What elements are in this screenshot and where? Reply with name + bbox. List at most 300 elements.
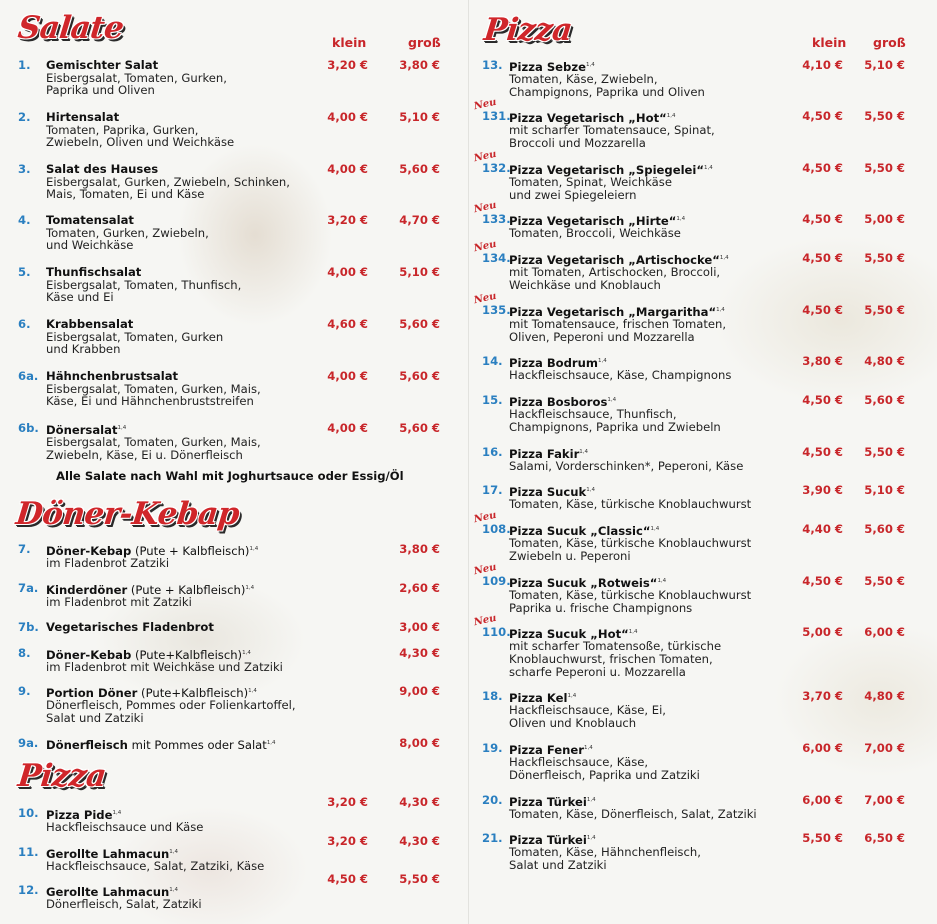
item-number: 7b. <box>18 620 39 634</box>
item-name: Pizza Türkei <box>509 794 587 809</box>
allergen-code: 1,4 <box>607 397 617 403</box>
item-title-line <box>509 742 789 756</box>
item-body <box>509 523 789 563</box>
item-price-klein: 4,00 € <box>327 369 368 383</box>
item-name: Krabbensalat <box>46 317 134 331</box>
item-body <box>46 737 346 751</box>
item-name: Thunfischsalat <box>46 265 142 279</box>
item-title-line <box>46 543 346 557</box>
allergen-code: 1,4 <box>719 255 729 261</box>
item-name: Pizza Vegetarisch „Hirte“ <box>509 213 677 228</box>
item-name: Pizza Sucuk „Classic“ <box>509 523 651 538</box>
item-description: Tomaten, Käse, Hähnchenfleisch, <box>509 845 701 860</box>
item-title-line <box>46 685 346 699</box>
item-description: Salami, Vorderschinken*, Peperoni, Käse <box>509 459 744 474</box>
neu-badge: Neu <box>472 199 498 216</box>
item-description: Tomaten, Paprika, Gurken, <box>46 122 199 137</box>
item-body <box>46 543 346 570</box>
item-body <box>509 446 789 473</box>
item-title-line <box>509 626 789 640</box>
item-title-line <box>509 59 789 73</box>
item-price-klein: 4,50 € <box>327 872 368 886</box>
item-body <box>509 484 789 511</box>
item-price-klein: 4,50 € <box>802 574 843 588</box>
neu-badge: Neu <box>472 96 498 113</box>
item-price: 3,80 € <box>399 542 440 556</box>
item-number: 10. <box>18 806 39 820</box>
neu-badge: Neu <box>472 561 498 578</box>
item-price-gross: 5,50 € <box>399 872 440 886</box>
allergen-code: 1,4 <box>567 693 577 699</box>
item-title-line <box>46 647 346 661</box>
item-price-gross: 5,50 € <box>864 109 905 123</box>
item-number: 20. <box>482 793 503 807</box>
item-price-gross: 4,30 € <box>399 795 440 809</box>
salate-header-klein: klein <box>332 35 367 50</box>
item-name: Pizza Vegetarisch „Artischocke“ <box>509 252 720 267</box>
item-description: Zwiebeln u. Peperoni <box>509 549 631 564</box>
item-price-gross: 7,00 € <box>864 741 905 755</box>
allergen-code: 1,4 <box>666 113 676 119</box>
allergen-code: 1,4 <box>242 650 251 656</box>
item-description: Broccoli und Mozzarella <box>509 136 646 151</box>
item-name: Gemischter Salat <box>46 58 159 72</box>
item-title-line <box>46 163 346 176</box>
item-number: 6b. <box>18 421 39 435</box>
allergen-code: 1,4 <box>628 629 638 635</box>
item-number: 135. <box>482 303 511 317</box>
item-body <box>46 318 346 356</box>
item-title-line <box>46 214 346 227</box>
item-title-line <box>46 737 346 751</box>
allergen-code: 1,4 <box>169 887 178 893</box>
doener-title: Döner-Kebap <box>14 496 241 532</box>
item-description: Hackfleischsauce, Thunfisch, <box>509 407 677 422</box>
item-body <box>46 422 346 462</box>
item-number: 6a. <box>18 369 39 383</box>
item-description: Tomaten, Gurken, Zwiebeln, <box>46 225 209 240</box>
item-description: Hackfleischsauce, Käse, <box>509 755 649 770</box>
item-number: 7. <box>18 542 31 556</box>
item-price-klein: 4,00 € <box>327 265 368 279</box>
item-number: 4. <box>18 213 31 227</box>
item-title-line <box>46 370 346 383</box>
item-price-klein: 3,20 € <box>327 795 368 809</box>
item-description: Tomaten, Käse, türkische Knoblauchwurst <box>509 588 752 603</box>
item-price-klein: 5,00 € <box>802 625 843 639</box>
item-description: Hackfleischsauce, Salat, Zatziki, Käse <box>46 859 265 874</box>
item-description: Eisbergsalat, Tomaten, Thunfisch, <box>46 277 242 292</box>
allergen-code: 1,4 <box>117 425 127 431</box>
item-price-klein: 4,50 € <box>802 251 843 265</box>
item-price-gross: 5,60 € <box>864 522 905 536</box>
pizza-header-klein: klein <box>812 35 847 50</box>
item-body <box>509 394 789 434</box>
item-number: 110. <box>482 625 511 639</box>
item-price-gross: 5,60 € <box>399 369 440 383</box>
item-name: Pizza Sucuk „Rotweis“ <box>509 575 658 590</box>
item-description: mit scharfer Tomatensauce, Spinat, <box>509 123 715 138</box>
allergen-code: 1,4 <box>583 745 593 751</box>
item-title-line <box>509 575 789 589</box>
item-price-klein: 6,00 € <box>802 741 843 755</box>
item-body <box>509 59 789 99</box>
neu-badge: Neu <box>472 148 498 165</box>
item-title-line <box>509 355 789 369</box>
item-number: 9a. <box>18 736 39 750</box>
allergen-code: 1,4 <box>586 797 596 803</box>
item-price-klein: 4,50 € <box>802 109 843 123</box>
item-addition: (Pute+Kalbfleisch) <box>137 685 249 700</box>
item-price: 3,00 € <box>399 620 440 634</box>
salate-header-gross: groß <box>408 35 441 50</box>
column-divider <box>468 0 469 924</box>
item-body <box>509 832 789 872</box>
item-description: und Weichkäse <box>46 238 134 253</box>
item-number: 16. <box>482 445 503 459</box>
allergen-code: 1,4 <box>579 449 589 455</box>
item-price-gross: 3,80 € <box>399 58 440 72</box>
item-name: Tomatensalat <box>46 213 134 227</box>
item-price-gross: 5,50 € <box>864 251 905 265</box>
item-name: Dönerfleisch <box>46 737 128 752</box>
item-price-klein: 5,50 € <box>802 831 843 845</box>
item-description: Eisbergsalat, Gurken, Zwiebeln, Schinken, <box>46 174 290 189</box>
item-number: 17. <box>482 483 503 497</box>
neu-badge: Neu <box>472 509 498 526</box>
item-number: 7a. <box>18 581 39 595</box>
neu-badge: Neu <box>472 238 498 255</box>
item-body <box>509 355 789 382</box>
item-body <box>46 266 346 304</box>
item-price-klein: 4,00 € <box>327 421 368 435</box>
item-description: Hackfleischsauce und Käse <box>46 820 204 835</box>
item-price-gross: 6,50 € <box>864 831 905 845</box>
item-number: 131. <box>482 109 511 123</box>
item-price-gross: 5,10 € <box>864 58 905 72</box>
allergen-code: 1,4 <box>266 740 276 746</box>
salate-title: Salate <box>16 10 126 46</box>
allergen-code: 1,4 <box>650 526 660 532</box>
item-title-line <box>509 446 789 460</box>
item-price-gross: 4,70 € <box>399 213 440 227</box>
item-number: 2. <box>18 110 31 124</box>
allergen-code: 1,4 <box>249 546 259 552</box>
item-body <box>509 690 789 730</box>
item-number: 15. <box>482 393 503 407</box>
item-description: Eisbergsalat, Tomaten, Gurken, Mais, <box>46 435 261 450</box>
item-body <box>46 846 326 873</box>
item-body <box>46 582 346 609</box>
allergen-code: 1,4 <box>657 578 667 584</box>
item-title-line <box>509 484 789 498</box>
item-price-gross: 5,10 € <box>399 110 440 124</box>
salate-note: Alle Salate nach Wahl mit Joghurtsauce oder Essig/Öl <box>56 469 404 483</box>
item-number: 8. <box>18 646 31 660</box>
item-price-klein: 4,50 € <box>802 445 843 459</box>
item-price-gross: 5,50 € <box>864 445 905 459</box>
item-description: Salat und Zatziki <box>509 858 607 873</box>
item-price-gross: 5,00 € <box>864 212 905 226</box>
item-body <box>46 163 346 201</box>
neu-badge: Neu <box>472 290 498 307</box>
item-description: Hackfleischsauce, Käse, Champignons <box>509 368 732 383</box>
item-description: Tomaten, Käse, Zwiebeln, <box>509 72 658 87</box>
item-name: Pizza Kel <box>509 690 568 705</box>
allergen-code: 1,4 <box>704 165 713 171</box>
item-price-klein: 4,50 € <box>802 303 843 317</box>
allergen-code: 1,4 <box>585 62 595 68</box>
item-price-klein: 4,00 € <box>327 162 368 176</box>
item-description: Salat und Zatziki <box>46 711 144 726</box>
item-description: Dönerfleisch, Salat, Zatziki <box>46 897 202 912</box>
item-description: Zwiebeln, Käse, Ei u. Dönerfleisch <box>46 448 243 463</box>
item-number: 19. <box>482 741 503 755</box>
item-price-klein: 4,00 € <box>327 110 368 124</box>
item-description: mit Tomaten, Artischocken, Broccoli, <box>509 265 721 280</box>
item-price: 9,00 € <box>399 684 440 698</box>
item-title-line <box>509 690 789 704</box>
item-title-line <box>46 846 326 860</box>
item-price-gross: 5,60 € <box>399 162 440 176</box>
item-body <box>509 162 789 202</box>
item-name: Pizza Vegetarisch „Hot“ <box>509 110 667 125</box>
pizza-left-title: Pizza <box>16 758 108 794</box>
item-body <box>509 110 789 150</box>
item-title-line <box>46 582 346 596</box>
item-number: 1. <box>18 58 31 72</box>
item-body <box>46 621 346 634</box>
item-title-line <box>509 162 789 176</box>
item-name: Pizza Bosboros <box>509 394 608 409</box>
item-number: 134. <box>482 251 511 265</box>
item-body <box>46 647 346 674</box>
item-description: und zwei Spiegeleiern <box>509 188 637 203</box>
item-price-gross: 5,60 € <box>864 393 905 407</box>
pizza-header-gross: groß <box>873 35 906 50</box>
item-name: Pizza Vegetarisch „Spiegelei“ <box>509 162 705 177</box>
item-description: Knoblauchwurst, frischen Tomaten, <box>509 652 713 667</box>
allergen-code: 1,4 <box>112 810 122 816</box>
item-title-line <box>46 59 346 72</box>
item-name: Pizza Türkei <box>509 832 587 847</box>
pizza-title: Pizza <box>482 12 574 48</box>
item-price-klein: 3,90 € <box>802 483 843 497</box>
item-body <box>46 111 346 149</box>
item-description: Tomaten, Käse, Dönerfleisch, Salat, Zatziki <box>509 807 757 822</box>
neu-badge: Neu <box>472 612 498 629</box>
allergen-code: 1,4 <box>245 585 255 591</box>
item-price-klein: 4,40 € <box>802 522 843 536</box>
item-title-line <box>46 111 346 124</box>
item-number: 132. <box>482 161 511 175</box>
item-description: Eisbergsalat, Tomaten, Gurken <box>46 329 224 344</box>
item-description: im Fladenbrot mit Zatziki <box>46 595 192 610</box>
item-description: Tomaten, Käse, türkische Knoblauchwurst <box>509 536 752 551</box>
item-title-line <box>46 807 326 821</box>
item-body <box>46 807 326 834</box>
item-description: Tomaten, Broccoli, Weichkäse <box>509 226 681 241</box>
item-price-klein: 3,70 € <box>802 689 843 703</box>
item-description: Hackfleischsauce, Käse, Ei, <box>509 703 666 718</box>
item-body <box>509 794 789 821</box>
item-name: Pizza Fener <box>509 742 584 757</box>
item-body <box>509 742 789 782</box>
item-description: Käse und Ei <box>46 290 114 305</box>
item-name: Gerollte Lahmacun <box>46 846 170 861</box>
item-description: Oliven, Peperoni und Mozzarella <box>509 330 695 345</box>
item-body <box>46 59 346 97</box>
item-number: 5. <box>18 265 31 279</box>
item-price-gross: 5,50 € <box>864 303 905 317</box>
allergen-code: 1,4 <box>676 216 686 222</box>
item-number: 11. <box>18 845 39 859</box>
item-addition: (Pute + Kalbfleisch) <box>127 582 246 597</box>
item-price-gross: 4,80 € <box>864 354 905 368</box>
allergen-code: 1,4 <box>169 849 178 855</box>
item-number: 108. <box>482 522 511 536</box>
allergen-code: 1,4 <box>248 688 257 694</box>
item-description: Paprika u. frische Champignons <box>509 601 693 616</box>
item-price-gross: 4,80 € <box>864 689 905 703</box>
item-title-line <box>509 304 789 318</box>
item-price-gross: 5,10 € <box>864 483 905 497</box>
item-body <box>509 252 789 292</box>
item-addition: (Pute + Kalbfleisch) <box>131 543 250 558</box>
item-description: im Fladenbrot mit Weichkäse und Zatziki <box>46 660 283 675</box>
item-body <box>46 884 326 911</box>
item-title-line <box>509 252 789 266</box>
item-body <box>509 213 789 240</box>
item-number: 21. <box>482 831 503 845</box>
item-description: Dönerfleisch, Pommes oder Folienkartoffel, <box>46 698 296 713</box>
item-name: Vegetarisches Fladenbrot <box>46 620 214 634</box>
item-name: Pizza Vegetarisch „Margaritha“ <box>509 304 717 319</box>
allergen-code: 1,4 <box>716 307 725 313</box>
item-description: mit Tomatensauce, frischen Tomaten, <box>509 317 727 332</box>
item-title-line <box>509 832 789 846</box>
item-name: Hähnchenbrustsalat <box>46 369 179 383</box>
item-name: Pizza Sucuk <box>509 484 587 499</box>
item-body <box>46 214 346 252</box>
item-name: Hirtensalat <box>46 110 120 124</box>
item-price-gross: 5,10 € <box>399 265 440 279</box>
item-name: Gerollte Lahmacun <box>46 884 170 899</box>
item-title-line <box>46 266 346 279</box>
item-description: Champignons, Paprika und Oliven <box>509 85 705 100</box>
item-price-klein: 3,20 € <box>327 213 368 227</box>
item-price-klein: 3,20 € <box>327 834 368 848</box>
item-price-gross: 7,00 € <box>864 793 905 807</box>
item-name: Pizza Fakir <box>509 446 580 461</box>
item-price-klein: 4,50 € <box>802 212 843 226</box>
item-description: Eisbergsalat, Tomaten, Gurken, <box>46 70 227 85</box>
item-name: Pizza Sebze <box>509 59 586 74</box>
item-description: im Fladenbrot Zatziki <box>46 556 170 571</box>
item-title-line <box>46 621 346 634</box>
item-description: Zwiebeln, Oliven und Weichkäse <box>46 135 235 150</box>
item-body <box>509 304 789 344</box>
item-description: Käse, Ei und Hähnchenbruststreifen <box>46 394 254 409</box>
item-body <box>46 370 346 408</box>
item-title-line <box>509 213 789 227</box>
allergen-code: 1,4 <box>586 835 596 841</box>
item-description: Dönerfleisch, Paprika und Zatziki <box>509 768 700 783</box>
item-description: Oliven und Knoblauch <box>509 716 637 731</box>
item-price-gross: 5,60 € <box>399 421 440 435</box>
item-addition: mit Pommes oder Salat <box>127 737 267 752</box>
item-body <box>46 685 346 725</box>
item-title-line <box>46 884 326 898</box>
item-price-klein: 4,60 € <box>327 317 368 331</box>
item-title-line <box>46 422 346 436</box>
item-body <box>509 575 789 615</box>
item-description: Champignons, Paprika und Zwiebeln <box>509 420 721 435</box>
item-description: Eisbergsalat, Tomaten, Gurken, Mais, <box>46 381 261 396</box>
item-title-line <box>46 318 346 331</box>
item-name: Kinderdöner <box>46 582 128 597</box>
item-name: Döner-Kebap <box>46 543 132 558</box>
item-description: mit scharfer Tomatensoße, türkische <box>509 639 722 654</box>
item-number: 12. <box>18 883 39 897</box>
item-price-gross: 4,30 € <box>399 834 440 848</box>
item-number: 3. <box>18 162 31 176</box>
item-body <box>509 626 789 678</box>
item-price-gross: 5,50 € <box>864 161 905 175</box>
item-description: und Krabben <box>46 342 121 357</box>
item-number: 133. <box>482 212 511 226</box>
allergen-code: 1,4 <box>597 358 607 364</box>
item-price-gross: 5,60 € <box>399 317 440 331</box>
item-name: Pizza Sucuk „Hot“ <box>509 626 629 641</box>
item-number: 109. <box>482 574 511 588</box>
item-addition: (Pute+Kalbfleisch) <box>131 647 243 662</box>
item-price-klein: 3,80 € <box>802 354 843 368</box>
item-description: Tomaten, Spinat, Weichkäse <box>509 175 672 190</box>
item-description: Mais, Tomaten, Ei und Käse <box>46 187 205 202</box>
item-title-line <box>509 794 789 808</box>
item-price: 4,30 € <box>399 646 440 660</box>
item-name: Pizza Bodrum <box>509 355 598 370</box>
item-price-klein: 4,50 € <box>802 393 843 407</box>
item-description: Tomaten, Käse, türkische Knoblauchwurst <box>509 497 752 512</box>
item-price-klein: 3,20 € <box>327 58 368 72</box>
item-name: Portion Döner <box>46 685 138 700</box>
item-title-line <box>509 110 789 124</box>
item-name: Döner-Kebab <box>46 647 132 662</box>
item-description: Paprika und Oliven <box>46 83 155 98</box>
item-title-line <box>509 523 789 537</box>
item-number: 14. <box>482 354 503 368</box>
item-price: 2,60 € <box>399 581 440 595</box>
allergen-code: 1,4 <box>586 487 596 493</box>
item-number: 9. <box>18 684 31 698</box>
item-description: Weichkäse und Knoblauch <box>509 278 661 293</box>
item-number: 18. <box>482 689 503 703</box>
item-price-klein: 6,00 € <box>802 793 843 807</box>
item-description: scharfe Peperoni u. Mozzarella <box>509 664 686 679</box>
item-name: Dönersalat <box>46 422 118 437</box>
item-name: Salat des Hauses <box>46 162 159 176</box>
item-price-gross: 6,00 € <box>864 625 905 639</box>
item-title-line <box>509 394 789 408</box>
item-price-klein: 4,50 € <box>802 161 843 175</box>
item-number: 13. <box>482 58 503 72</box>
item-price: 8,00 € <box>399 736 440 750</box>
item-name: Pizza Pide <box>46 807 113 822</box>
item-price-gross: 5,50 € <box>864 574 905 588</box>
item-number: 6. <box>18 317 31 331</box>
